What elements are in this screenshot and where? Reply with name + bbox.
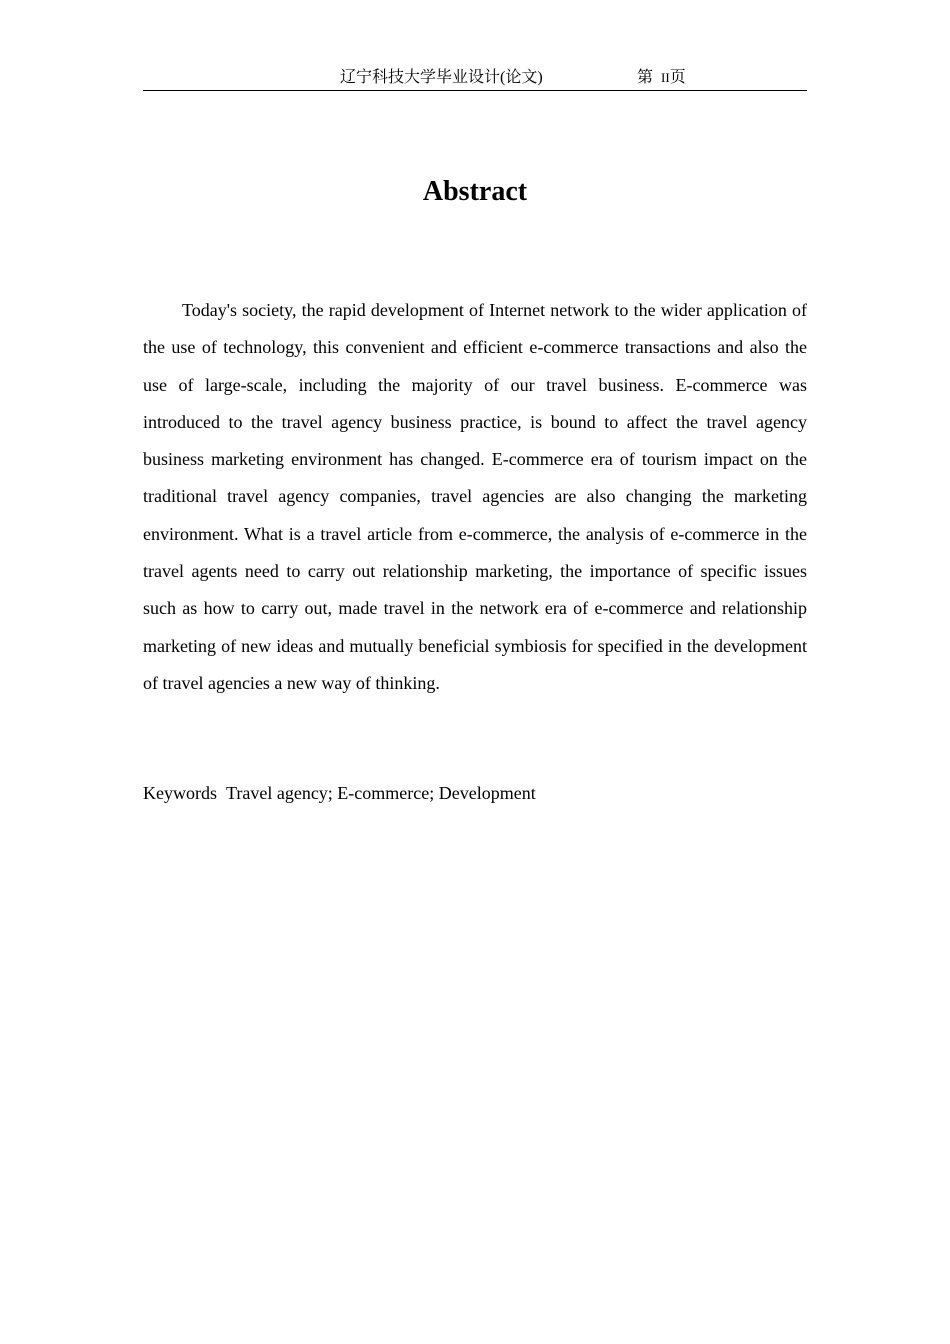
keywords-label: Keywords bbox=[143, 783, 217, 803]
header-title: 辽宁科技大学毕业设计(论文) bbox=[340, 69, 543, 86]
abstract-body: Today's society, the rapid development of Internet network to the wider application of the use of technology, this convenient and efficient e-commerce transactions and also the use of large-scale, including the majority of our travel business. E-commerce was introduced to the travel agency business practice, is bound to affect the travel agency business marketing environment has changed. E-commerce era of tourism impact on the traditional travel agency companies, travel agencies are also changing the marketing environment. What is a travel article from e-commerce, the analysis of e-commerce in the travel agents need to carry out relationship marketing, the importance of specific issues such as how to carry out, made travel in the network era of e-commerce and relationship marketing of new ideas and mutually beneficial symbiosis for specified in the development of travel agencies a new way of thinking. bbox=[143, 300, 807, 693]
page-prefix: 第 bbox=[637, 69, 654, 86]
page-suffix: 页 bbox=[669, 69, 686, 86]
keywords-line bbox=[143, 775, 807, 812]
page-number: II bbox=[661, 70, 670, 85]
abstract-title: Abstract bbox=[422, 176, 528, 207]
header-page-number bbox=[637, 68, 686, 88]
keywords-value: Travel agency; E-commerce; Development bbox=[226, 783, 536, 803]
page-header bbox=[143, 66, 807, 91]
